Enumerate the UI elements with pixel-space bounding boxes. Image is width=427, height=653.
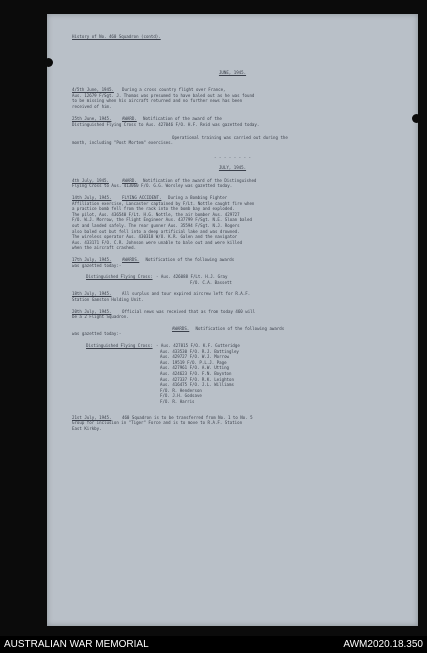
entry-title: FLYING ACCIDENT. bbox=[122, 195, 162, 200]
entry-text: when the aircraft crashed. bbox=[72, 245, 137, 251]
award-line: F/O. R. Henderson bbox=[160, 387, 202, 393]
award-line: Aus. 427961 F/O. A.W. Utting bbox=[160, 365, 230, 371]
entry-title: AWARDS. bbox=[172, 325, 190, 331]
footer-institution: AUSTRALIAN WAR MEMORIAL bbox=[4, 639, 149, 650]
entry-title: AWARDS. bbox=[122, 257, 140, 262]
entry-text: month, including "Post Mortem" exercises. bbox=[72, 140, 174, 146]
entry-text: During a cross country flight over France, bbox=[122, 87, 226, 92]
entry-text: be a 2 Flight Squadron. bbox=[72, 314, 129, 320]
document-header: History of No. 460 Squadron (contd). bbox=[72, 34, 161, 39]
footer-bar bbox=[0, 636, 427, 653]
award-line: F/O. C.A. Bassett bbox=[190, 279, 232, 285]
award-label: Distinguished Flying Cross: bbox=[86, 343, 153, 348]
entry-text: out and landed safely. The rear gunner Aus. 35594 F/Sgt. N.J. Rogers bbox=[72, 223, 240, 228]
award-line: Aus. 427337 F/O. R.K. Leighton bbox=[160, 376, 234, 382]
section-separator: - - - - - - - - bbox=[214, 154, 251, 160]
entry-text: Operational training was carried out during the bbox=[172, 134, 288, 140]
award-line: Aus. 429727 F/O. W.J. Morrow bbox=[160, 354, 230, 360]
award-line: - Aus. 426088 F/Lt. H.J. Gray bbox=[156, 274, 228, 280]
entry-date: 20th July, 1945. bbox=[72, 308, 112, 314]
entry-text: received of him. bbox=[72, 103, 112, 109]
entry-text: Aus. 433171 F/O. C.R. Johnson were unable to bale out and were killed bbox=[72, 239, 243, 245]
entry-text: was gazetted today:- bbox=[72, 331, 122, 337]
entry-text: The wireless operator Aus. 430318 W/O. K.R. Galen and the navigator bbox=[72, 234, 238, 240]
entry-text: a practice bomb fell from the rack into the bomb bay and exploded. bbox=[72, 206, 235, 212]
entry-text: During a Bombing Fighter bbox=[168, 195, 228, 200]
entry-text: Flying Cross to Aus. 413060 F/O. G.G. Worsley was gazetted today. bbox=[72, 183, 233, 189]
entry-date: 18th July, 1945. bbox=[72, 291, 112, 297]
award-label: Distinguished Flying Cross: bbox=[86, 274, 153, 280]
entry-text: was gazetted today:- bbox=[72, 262, 122, 268]
award-line: Aus. 424623 F/O. F.N. Boynton bbox=[160, 371, 232, 376]
entry-text: Station Gamston Holding Unit. bbox=[72, 297, 144, 302]
entry-text: F/O. W.J. Morrow, the Flight Engineer Aus. 437799 F/Sgt. N.E. Sloan baled bbox=[72, 217, 252, 223]
section-heading-june: JUNE, 1945. bbox=[218, 70, 247, 75]
entry-date: 14th July, 1945. bbox=[72, 195, 112, 200]
entry-date: 17th July, 1945. bbox=[72, 257, 112, 262]
document-page bbox=[47, 14, 418, 626]
entry-text: Notification of the award of the bbox=[143, 116, 222, 122]
entry-text: All surplus and tour expired aircrew left for R.A.F. bbox=[122, 291, 251, 297]
entry-text: Distinguished Flying Cross to Aus. 427046 F/O. H.F. Reid was gazetted today. bbox=[72, 122, 260, 127]
entry-date: 21st July, 1945. bbox=[72, 414, 112, 420]
entry-date: 25th June, 1945. bbox=[72, 116, 112, 122]
entry-text: The pilot, Aus. 436540 F/Lt. H.G. Nottle, the air bomber Aus. 429727 bbox=[72, 211, 240, 217]
section-heading-july: JULY, 1945. bbox=[218, 164, 247, 170]
entry-date: 4/5th June, 1945. bbox=[72, 87, 114, 92]
award-line: - Aus. 427815 F/O. K.F. Gutteridge bbox=[156, 343, 240, 348]
entry-date: 4th July, 1945. bbox=[72, 177, 109, 183]
entry-text: Notification of the following awards bbox=[195, 325, 285, 331]
entry-title: AWARD. bbox=[122, 116, 137, 122]
entry-text: to be missing when his aircraft returned and no further news has been bbox=[72, 98, 243, 104]
award-line: F/O. J.H. Godsave bbox=[160, 393, 202, 399]
entry-text: Aus. 12679 F/Sgt. J. Thomas was presumed to have baled out as he was found bbox=[72, 92, 255, 98]
entry-text: 460 Squadron is to be transferred from No. 1 to No. 5 bbox=[122, 414, 253, 420]
entry-text: also baled out but fell into a deep artificial lake and was drowned. bbox=[72, 228, 240, 234]
entry-text: East Kirkby. bbox=[72, 425, 102, 431]
award-line: F/O. R. Harris bbox=[160, 399, 195, 404]
award-line: Aus. 19519 F/O. P.L.J. Page bbox=[160, 359, 227, 365]
entry-text: Notification of the following awards bbox=[145, 257, 235, 262]
award-line: Aus. 416475 F/O. J.L. Williams bbox=[160, 382, 234, 388]
entry-text: Group for inclusion in "Tiger" Force and is to move to R.A.F. Station bbox=[72, 420, 243, 426]
entry-text: Notification of the award of the Distinguished bbox=[143, 177, 257, 183]
typed-document bbox=[47, 14, 418, 626]
entry-text: Affiliation exercise, Lancaster captained by F/Lt. Nottle caught fire when bbox=[72, 200, 255, 206]
entry-text: Official news was received that as from today 460 will bbox=[122, 308, 256, 314]
award-line: Aus. 433530 F/O. R.J. Battingley bbox=[160, 348, 239, 354]
entry-title: AWARD. bbox=[122, 177, 137, 183]
footer-accession: AWM2020.18.350 bbox=[343, 639, 423, 650]
